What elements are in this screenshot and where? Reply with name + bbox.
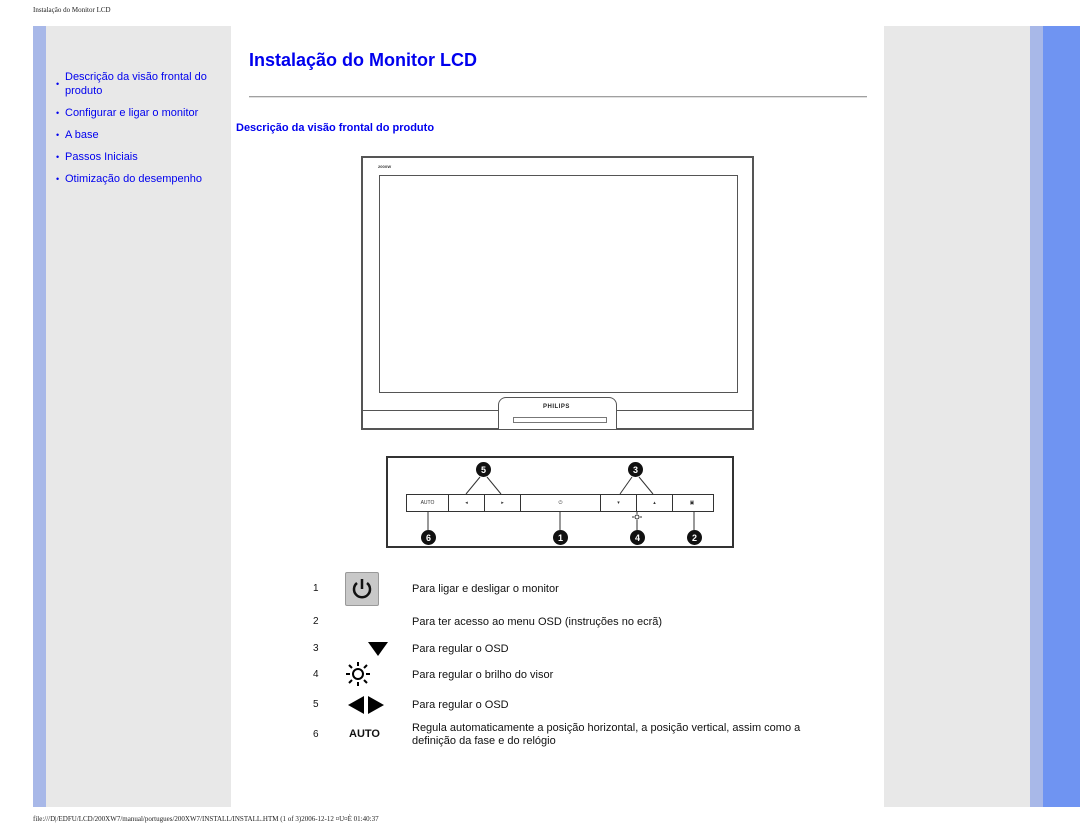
- control-number: 1: [313, 583, 319, 594]
- browser-header: Instalação do Monitor LCD: [33, 6, 111, 14]
- power-icon: [345, 572, 379, 606]
- bullet-icon: •: [56, 108, 60, 118]
- panel-power-button: ⏻: [521, 495, 601, 511]
- browser-footer: file:///D|/EDFU/LCD/200XW7/manual/portugues/200XW7/INSTALL/INSTALL.HTM (1 of 3)2006-12-12 ¤U¤È 01:40:37: [33, 815, 379, 823]
- callout-4: 4: [630, 530, 645, 545]
- page-title: Instalação do Monitor LCD: [249, 50, 478, 70]
- sidebar-item-label[interactable]: A base: [65, 129, 99, 141]
- callout-2: 2: [687, 530, 702, 545]
- control-number: 3: [313, 643, 319, 654]
- sidebar-item-front-view[interactable]: [52, 70, 230, 98]
- control-number: 2: [313, 616, 319, 627]
- control-description: Para regular o OSD: [412, 699, 509, 711]
- monitor-illustration: [361, 156, 754, 430]
- bullet-icon: •: [56, 174, 60, 184]
- monitor-bezel-notch: [498, 397, 617, 429]
- right-accent-strip: [1030, 26, 1043, 807]
- divider: [249, 96, 867, 98]
- monitor-mini-buttons: [513, 417, 607, 423]
- down-triangle-icon: [368, 642, 388, 656]
- bullet-icon: •: [56, 79, 60, 89]
- control-description: Para ligar e desligar o monitor: [412, 583, 559, 595]
- callout-1: 1: [553, 530, 568, 545]
- sidebar-item-label[interactable]: Configurar e ligar o monitor: [65, 107, 199, 119]
- section-title: Descrição da visão frontal do produto: [236, 122, 435, 134]
- panel-auto-button: AUTO: [407, 495, 449, 511]
- brightness-icon: [346, 662, 370, 686]
- panel-down-button: ▾: [601, 495, 637, 511]
- right-blue-strip: [1043, 26, 1080, 807]
- callout-3: 3: [628, 462, 643, 477]
- callout-5: 5: [476, 462, 491, 477]
- panel-right-button: ▸: [485, 495, 521, 511]
- sidebar-item-optimization[interactable]: [52, 172, 230, 186]
- sidebar-item-base[interactable]: [52, 128, 230, 142]
- panel-up-button: ▴: [637, 495, 673, 511]
- control-description: Para regular o brilho do visor: [412, 669, 554, 681]
- control-description: Para regular o OSD: [412, 643, 509, 655]
- callout-6: 6: [421, 530, 436, 545]
- sidebar-item-label[interactable]: Descrição da visão frontal do produto: [65, 71, 207, 97]
- monitor-brand-logo: PHILIPS: [543, 404, 570, 410]
- bullet-icon: •: [56, 130, 60, 140]
- sidebar-item-label[interactable]: Passos Iniciais: [65, 151, 138, 163]
- monitor-model-label: 200XW: [378, 164, 392, 169]
- control-description: Para ter acesso ao menu OSD (instruções no ecrã): [412, 616, 663, 628]
- sidebar-nav: [52, 70, 230, 194]
- control-panel-diagram: [386, 456, 734, 548]
- control-number: 4: [313, 669, 319, 680]
- panel-osd-button: ▣: [689, 500, 695, 506]
- sidebar-item-connect[interactable]: [52, 106, 230, 120]
- bullet-icon: •: [56, 152, 60, 162]
- sidebar-item-first-steps[interactable]: [52, 150, 230, 164]
- left-right-arrows-icon: [348, 696, 384, 714]
- right-panel: [884, 26, 1030, 807]
- control-number: 5: [313, 699, 319, 710]
- auto-label: AUTO: [349, 728, 380, 740]
- control-number: 6: [313, 729, 319, 740]
- control-description: Regula automaticamente a posição horizontal, a posição vertical, assim como a definição da fase e do relógio: [412, 722, 801, 747]
- sidebar-item-label[interactable]: Otimização do desempenho: [65, 173, 202, 185]
- left-accent-strip: [33, 26, 46, 807]
- monitor-screen: [379, 175, 738, 393]
- panel-left-button: ◂: [449, 495, 485, 511]
